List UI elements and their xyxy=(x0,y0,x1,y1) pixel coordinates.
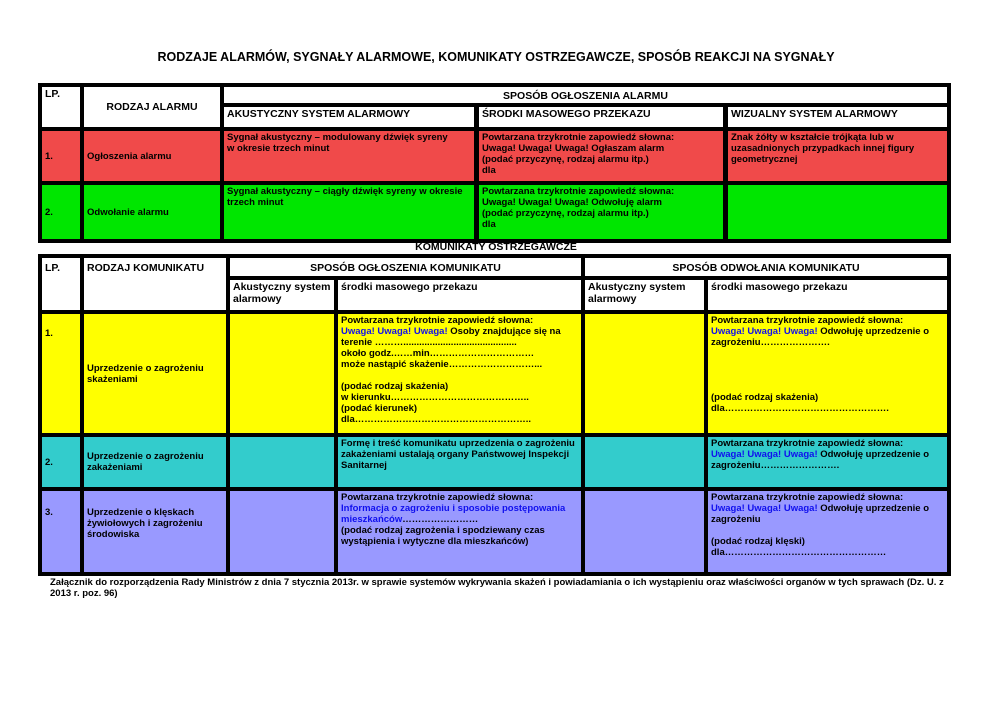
t2-row1-name-text: Uprzedzenie o zagrożeniu skażeniami xyxy=(87,362,204,385)
t1-col-media: ŚRODKI MASOWEGO PRZEKAZU xyxy=(478,106,724,128)
t2-row3-media-blue: Informacja o zagrożeniu i sposobie postępowania mieszkańców xyxy=(341,503,566,525)
t1-row1-media: Powtarzana trzykrotnie zapowiedź słowna: Uwaga! Uwaga! Uwaga! Ogłaszam alarm (podać przyczynę, rodzaj alarmu itp.) dla xyxy=(478,130,724,182)
t2-row1-media-line1: Powtarzana trzykrotnie zapowiedź słowna: xyxy=(341,315,534,326)
page-title: RODZAJE ALARMÓW, SYGNAŁY ALARMOWE, KOMUNIKATY OSTRZEGAWCZE, SPOSÓB REAKCJI NA SYGNAŁY xyxy=(157,50,835,64)
t1-row1-name-text: Ogłoszenia alarmu xyxy=(87,150,172,162)
t1-row2-akust: Sygnał akustyczny – ciągły dźwięk syreny w okresie trzech minut xyxy=(223,184,475,240)
t1-rodzaj-header xyxy=(83,86,221,128)
t1-row1-akust: Sygnał akustyczny – modulowany dźwięk syreny w okresie trzech minut xyxy=(223,130,475,182)
t2-row3-media2-line1: Powtarzana trzykrotnie zapowiedź słowna: xyxy=(711,492,904,503)
t2-lp-header: LP. xyxy=(41,257,81,311)
t2-col-akust2: Akustyczny system alarmowy xyxy=(584,279,705,311)
t2-rodzaj-header: RODZAJ KOMUNIKATU xyxy=(83,257,227,311)
t2-row2-name-text: Uprzedzenie o zagrożeniu zakażeniami xyxy=(87,451,204,473)
t2-row1-media2-rest: Odwołuję uprzedzenie o zagrożeniu…………………. (podać rodzaj skażenia) dla……………………………………………. xyxy=(711,326,930,414)
t2-col-media: środki masowego przekazu xyxy=(337,279,582,311)
t2-row1-name xyxy=(83,313,227,434)
t1-row2-name xyxy=(83,184,221,240)
t2-row3-media xyxy=(337,490,582,573)
t2-row2-akust2 xyxy=(584,436,705,488)
t2-row1-lp: 1. xyxy=(41,313,81,434)
t2-row3-name: Uprzedzenie o klęskach żywiołowych i zagrożeniu środowiska xyxy=(83,490,227,573)
t1-row2-media: Powtarzana trzykrotnie zapowiedź słowna: Uwaga! Uwaga! Uwaga! Odwołuję alarm (podać przyczynę, rodzaj alarmu itp.) dla xyxy=(478,184,724,240)
t2-row1-media2-line1: Powtarzana trzykrotnie zapowiedź słowna: xyxy=(711,315,904,326)
t2-row2-lp-text: 2. xyxy=(45,456,53,468)
t2-row3-lp: 3. xyxy=(41,490,81,573)
t1-col-akust: AKUSTYCZNY SYSTEM ALARMOWY xyxy=(223,106,475,128)
t2-row3-akust xyxy=(229,490,335,573)
t1-lp-header: LP. xyxy=(41,86,81,128)
t1-row2-lp xyxy=(41,184,81,240)
t2-row1-media-blue: Uwaga! Uwaga! Uwaga! xyxy=(341,326,448,337)
t2-row3-akust2 xyxy=(584,490,705,573)
t2-sposob-ogl-header: SPOSÓB OGŁOSZENIA KOMUNIKATU xyxy=(229,257,582,277)
t2-row2-media2-line1: Powtarzana trzykrotnie zapowiedź słowna: xyxy=(711,438,904,449)
t1-row1-lp-text: 1. xyxy=(45,150,53,162)
t1-row2-lp-text: 2. xyxy=(45,206,53,218)
t1-row2-wiz xyxy=(727,184,948,240)
t2-row2-name xyxy=(83,436,227,488)
t2-row3-media-rest: …………………… (podać rodzaj zagrożenia i spodziewany czas wystąpienia i wytyczne dla mieszkańców) xyxy=(341,514,545,547)
t2-row3-media-line1: Powtarzana trzykrotnie zapowiedź słowna: xyxy=(341,492,534,503)
t2-row1-media2-blue: Uwaga! Uwaga! Uwaga! xyxy=(711,326,818,337)
t1-row1-name xyxy=(83,130,221,182)
t2-row1-media xyxy=(337,313,582,434)
t2-row3-media2 xyxy=(707,490,948,573)
t2-row1-media2 xyxy=(707,313,948,434)
t2-row2-media2 xyxy=(707,436,948,488)
t2-row2-media2-rest: Odwołuję uprzedzenie o zagrożeniu……………………. xyxy=(711,449,930,471)
footer-note: Załącznik do rozporządzenia Rady Ministrów z dnia 7 stycznia 2013r. w sprawie systemów wykrywania skażeń i powiadamiania o ich wystąpieniu oraz właściwości organów w tych sprawach (Dz. U. z 2013 r. poz. 96) xyxy=(50,577,944,599)
t2-row1-akust xyxy=(229,313,335,434)
t2-row2-media: Formę i treść komunikatu uprzedzenia o zagrożeniu zakażeniami ustalają organy Państwowej Inspekcji Sanitarnej xyxy=(337,436,582,488)
t2-row1-media-rest: Osoby znajdujące się na terenie ………........................................... około godz.……min…………………………… może nastąpić skażenie………………………... (podać rodzaj skażenia) w kierunku…………………………………….. (podać kierunek) dla……………………………………………….. xyxy=(341,326,561,425)
t1-sposob-header: SPOSÓB OGŁOSZENIA ALARMU xyxy=(223,86,948,104)
t1-row1-lp xyxy=(41,130,81,182)
t2-row3-media2-blue: Uwaga! Uwaga! Uwaga! xyxy=(711,503,818,514)
t1-row1-wiz: Znak żółty w kształcie trójkąta lub w uzasadnionych przypadkach innej figury geometrycznej xyxy=(727,130,948,182)
t1-row2-name-text: Odwołanie alarmu xyxy=(87,206,169,218)
t2-row1-akust2 xyxy=(584,313,705,434)
t2-col-media2: środki masowego przekazu xyxy=(707,279,948,311)
section-title-komunikaty: KOMUNIKATY OSTRZEGAWCZE xyxy=(415,241,577,253)
t2-row2-media2-blue: Uwaga! Uwaga! Uwaga! xyxy=(711,449,818,460)
t2-row3-media2-rest: Odwołuję uprzedzenie o zagrożeniu (podać rodzaj klęski) dla…………………………………………… xyxy=(711,503,930,558)
t1-col-wiz: WIZUALNY SYSTEM ALARMOWY xyxy=(727,106,948,128)
t2-col-akust: Akustyczny system alarmowy xyxy=(229,279,335,311)
t1-rodzaj-header-text: RODZAJ ALARMU xyxy=(106,101,198,113)
t2-row2-akust xyxy=(229,436,335,488)
t2-row2-lp xyxy=(41,436,81,488)
t2-sposob-odw-header: SPOSÓB ODWOŁANIA KOMUNIKATU xyxy=(584,257,948,277)
